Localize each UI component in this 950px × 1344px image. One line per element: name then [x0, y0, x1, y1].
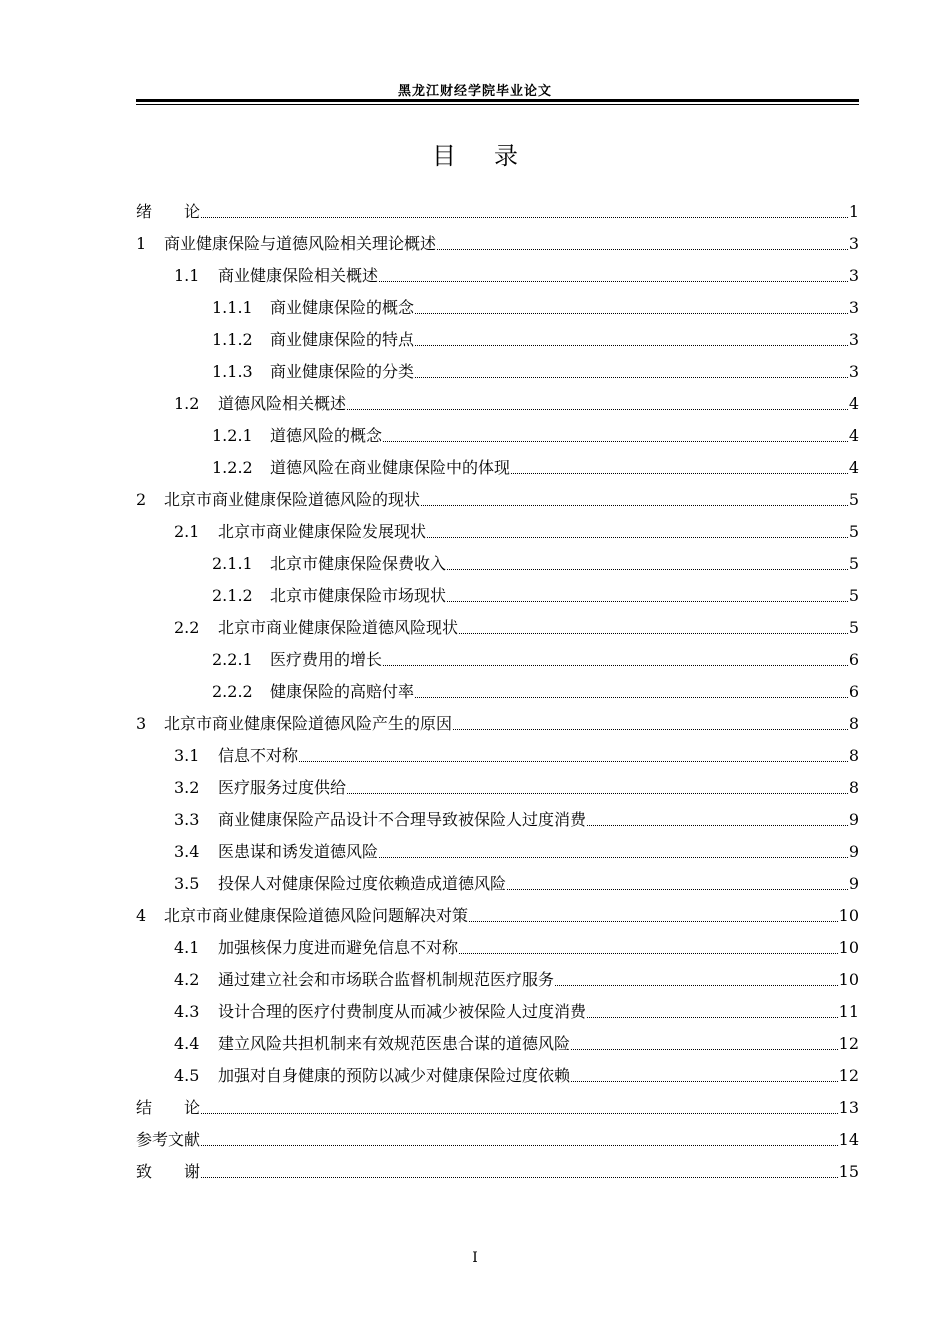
toc-entry-title: 投保人对健康保险过度依赖造成道德风险: [218, 874, 507, 893]
toc-entry[interactable]: [136, 1118, 859, 1150]
toc-leader-dots: [571, 1080, 838, 1082]
toc-entry-page: 9: [848, 874, 859, 893]
toc-entry[interactable]: [136, 798, 859, 830]
toc-entry-page: 3: [848, 330, 859, 349]
toc-entry-title: 北京市健康保险保费收入: [270, 554, 447, 573]
toc-leader-dots: [383, 440, 848, 442]
toc-entry-title: 绪 论: [136, 202, 201, 221]
toc-entry-title: 商业健康保险产品设计不合理导致被保险人过度消费: [218, 810, 587, 829]
toc-leader-dots: [511, 472, 848, 474]
toc-entry-page: 5: [848, 586, 859, 605]
toc-entry-title: 道德风险在商业健康保险中的体现: [270, 458, 511, 477]
toc-entry-title: 设计合理的医疗付费制度从而减少被保险人过度消费: [218, 1002, 587, 1021]
toc-entry-number: 4.5: [174, 1066, 200, 1085]
toc-entry-number: 1.2: [174, 394, 200, 413]
toc-leader-dots: [383, 664, 848, 666]
toc-entry[interactable]: [136, 670, 859, 702]
toc-leader-dots: [453, 728, 848, 730]
toc-entry[interactable]: [136, 990, 859, 1022]
toc-entry[interactable]: [136, 222, 859, 254]
toc-leader-dots: [299, 760, 848, 762]
toc-leader-dots: [437, 248, 848, 250]
toc-entry-number: 1.1: [174, 266, 200, 285]
toc-entry-page: 4: [848, 426, 859, 445]
toc-leader-dots: [571, 1048, 838, 1050]
toc-entry-title: 建立风险共担机制来有效规范医患合谋的道德风险: [218, 1034, 571, 1053]
toc-entry-number: 2.2: [174, 618, 200, 637]
running-header: 黑龙江财经学院毕业论文: [397, 84, 552, 99]
toc-entry-number: 4.1: [174, 938, 200, 957]
toc-entry-title: 加强核保力度进而避免信息不对称: [218, 938, 459, 957]
toc-entry-page: 8: [848, 746, 859, 765]
toc-entry-page: 4: [848, 394, 859, 413]
toc-entry-title: 致 谢: [136, 1162, 201, 1181]
toc-entry-number: 1: [136, 234, 147, 253]
toc-entry-page: 14: [838, 1130, 859, 1149]
toc-entry[interactable]: [136, 574, 859, 606]
toc-leader-dots: [415, 344, 848, 346]
toc-entry[interactable]: [136, 382, 859, 414]
toc-entry[interactable]: [136, 1022, 859, 1054]
toc-entry[interactable]: [136, 1054, 859, 1086]
toc-entry-number: 3.3: [174, 810, 200, 829]
toc-entry-number: 2.1.2: [212, 586, 253, 605]
toc-entry-page: 3: [848, 234, 859, 253]
toc-leader-dots: [201, 216, 848, 218]
toc-entry-page: 5: [848, 618, 859, 637]
toc-entry-page: 4: [848, 458, 859, 477]
toc-entry-number: 2.2.1: [212, 650, 253, 669]
toc-entry-number: 4.3: [174, 1002, 200, 1021]
toc-leader-dots: [347, 792, 848, 794]
toc-leader-dots: [379, 280, 848, 282]
toc-entry-number: 3.1: [174, 746, 200, 765]
toc-entry-page: 13: [838, 1098, 859, 1117]
toc-leader-dots: [447, 600, 848, 602]
toc-entry-page: 15: [838, 1162, 859, 1181]
toc-entry-page: 8: [848, 778, 859, 797]
toc-entry[interactable]: [136, 830, 859, 862]
toc-entry-title: 参考文献: [136, 1130, 201, 1149]
footer-page-number: I: [472, 1250, 478, 1266]
toc-entry[interactable]: [136, 734, 859, 766]
header-rule-thick: [136, 99, 859, 102]
toc-leader-dots: [459, 632, 848, 634]
toc-entry-title: 北京市商业健康保险道德风险现状: [218, 618, 459, 637]
toc-entry[interactable]: [136, 478, 859, 510]
toc-entry[interactable]: [136, 1150, 859, 1182]
toc-entry-page: 5: [848, 554, 859, 573]
toc-entry[interactable]: [136, 926, 859, 958]
toc-entry-title: 通过建立社会和市场联合监督机制规范医疗服务: [218, 970, 555, 989]
toc-entry-page: 3: [848, 362, 859, 381]
toc-entry-number: 2.2.2: [212, 682, 253, 701]
toc-entry-title: 医患谋和诱发道德风险: [218, 842, 379, 861]
toc-leader-dots: [459, 952, 838, 954]
toc-entry[interactable]: [136, 286, 859, 318]
toc-entry-title: 医疗费用的增长: [270, 650, 383, 669]
toc-entry-page: 8: [848, 714, 859, 733]
toc-entry-title: 健康保险的高赔付率: [270, 682, 415, 701]
toc-leader-dots: [201, 1144, 838, 1146]
toc-entry-page: 3: [848, 266, 859, 285]
toc-leader-dots: [447, 568, 848, 570]
toc-entry[interactable]: [136, 958, 859, 990]
toc-entry-title: 信息不对称: [218, 746, 299, 765]
toc-entry-title: 北京市健康保险市场现状: [270, 586, 447, 605]
toc-leader-dots: [587, 824, 848, 826]
toc-entry-page: 11: [838, 1002, 859, 1021]
toc-entry[interactable]: [136, 638, 859, 670]
toc-entry-page: 10: [838, 906, 859, 925]
table-of-contents: [136, 190, 859, 1182]
toc-entry[interactable]: [136, 446, 859, 478]
toc-entry-number: 1.2.1: [212, 426, 253, 445]
toc-entry[interactable]: [136, 702, 859, 734]
toc-entry[interactable]: [136, 542, 859, 574]
toc-entry[interactable]: [136, 606, 859, 638]
toc-entry-number: 1.1.1: [212, 298, 253, 317]
toc-title: 目录: [432, 142, 556, 170]
toc-entry-number: 3.5: [174, 874, 200, 893]
toc-leader-dots: [507, 888, 848, 890]
toc-leader-dots: [415, 312, 848, 314]
toc-entry[interactable]: [136, 318, 859, 350]
toc-entry-number: 1.2.2: [212, 458, 253, 477]
toc-entry[interactable]: [136, 862, 859, 894]
toc-entry-page: 9: [848, 810, 859, 829]
toc-leader-dots: [347, 408, 848, 410]
header-rule-thin: [136, 104, 859, 105]
toc-entry-number: 4.2: [174, 970, 200, 989]
toc-entry-page: 9: [848, 842, 859, 861]
toc-entry-title: 道德风险的概念: [270, 426, 383, 445]
toc-entry[interactable]: [136, 254, 859, 286]
toc-entry-number: 1.1.2: [212, 330, 253, 349]
toc-leader-dots: [555, 984, 838, 986]
toc-leader-dots: [427, 536, 848, 538]
toc-entry-page: 10: [838, 938, 859, 957]
toc-entry-title: 商业健康保险的概念: [270, 298, 415, 317]
toc-entry-page: 6: [848, 650, 859, 669]
toc-entry-title: 北京市商业健康保险发展现状: [218, 522, 427, 541]
toc-entry-title: 加强对自身健康的预防以减少对健康保险过度依赖: [218, 1066, 571, 1085]
toc-entry-page: 12: [838, 1034, 859, 1053]
toc-entry[interactable]: [136, 1086, 859, 1118]
toc-leader-dots: [415, 696, 848, 698]
toc-entry-number: 3.4: [174, 842, 200, 861]
toc-entry[interactable]: [136, 414, 859, 446]
toc-entry-page: 12: [838, 1066, 859, 1085]
toc-entry-page: 1: [848, 202, 859, 221]
toc-leader-dots: [469, 920, 838, 922]
toc-entry-number: 2: [136, 490, 147, 509]
toc-entry-title: 北京市商业健康保险道德风险的现状: [164, 490, 421, 509]
toc-entry-title: 商业健康保险相关概述: [218, 266, 379, 285]
toc-entry-title: 商业健康保险与道德风险相关理论概述: [164, 234, 437, 253]
toc-entry-title: 道德风险相关概述: [218, 394, 347, 413]
toc-entry-number: 4.4: [174, 1034, 200, 1053]
toc-entry-number: 3: [136, 714, 147, 733]
toc-entry-number: 1.1.3: [212, 362, 253, 381]
toc-entry-number: 2.1: [174, 522, 200, 541]
toc-entry[interactable]: [136, 350, 859, 382]
toc-entry[interactable]: [136, 510, 859, 542]
toc-entry-page: 5: [848, 490, 859, 509]
toc-entry[interactable]: [136, 894, 859, 926]
toc-leader-dots: [201, 1176, 838, 1178]
toc-entry-title: 商业健康保险的特点: [270, 330, 415, 349]
toc-entry-title: 北京市商业健康保险道德风险问题解决对策: [164, 906, 469, 925]
toc-leader-dots: [201, 1112, 838, 1114]
toc-entry-number: 2.1.1: [212, 554, 253, 573]
toc-entry-title: 结 论: [136, 1098, 201, 1117]
toc-entry-page: 5: [848, 522, 859, 541]
toc-entry-number: 3.2: [174, 778, 200, 797]
toc-leader-dots: [415, 376, 848, 378]
toc-entry-page: 3: [848, 298, 859, 317]
toc-leader-dots: [421, 504, 848, 506]
toc-leader-dots: [587, 1016, 838, 1018]
toc-entry[interactable]: [136, 766, 859, 798]
toc-entry-number: 4: [136, 906, 147, 925]
toc-entry-title: 北京市商业健康保险道德风险产生的原因: [164, 714, 453, 733]
toc-entry[interactable]: [136, 190, 859, 222]
toc-entry-title: 医疗服务过度供给: [218, 778, 347, 797]
toc-entry-page: 6: [848, 682, 859, 701]
toc-leader-dots: [379, 856, 848, 858]
toc-entry-page: 10: [838, 970, 859, 989]
toc-entry-title: 商业健康保险的分类: [270, 362, 415, 381]
